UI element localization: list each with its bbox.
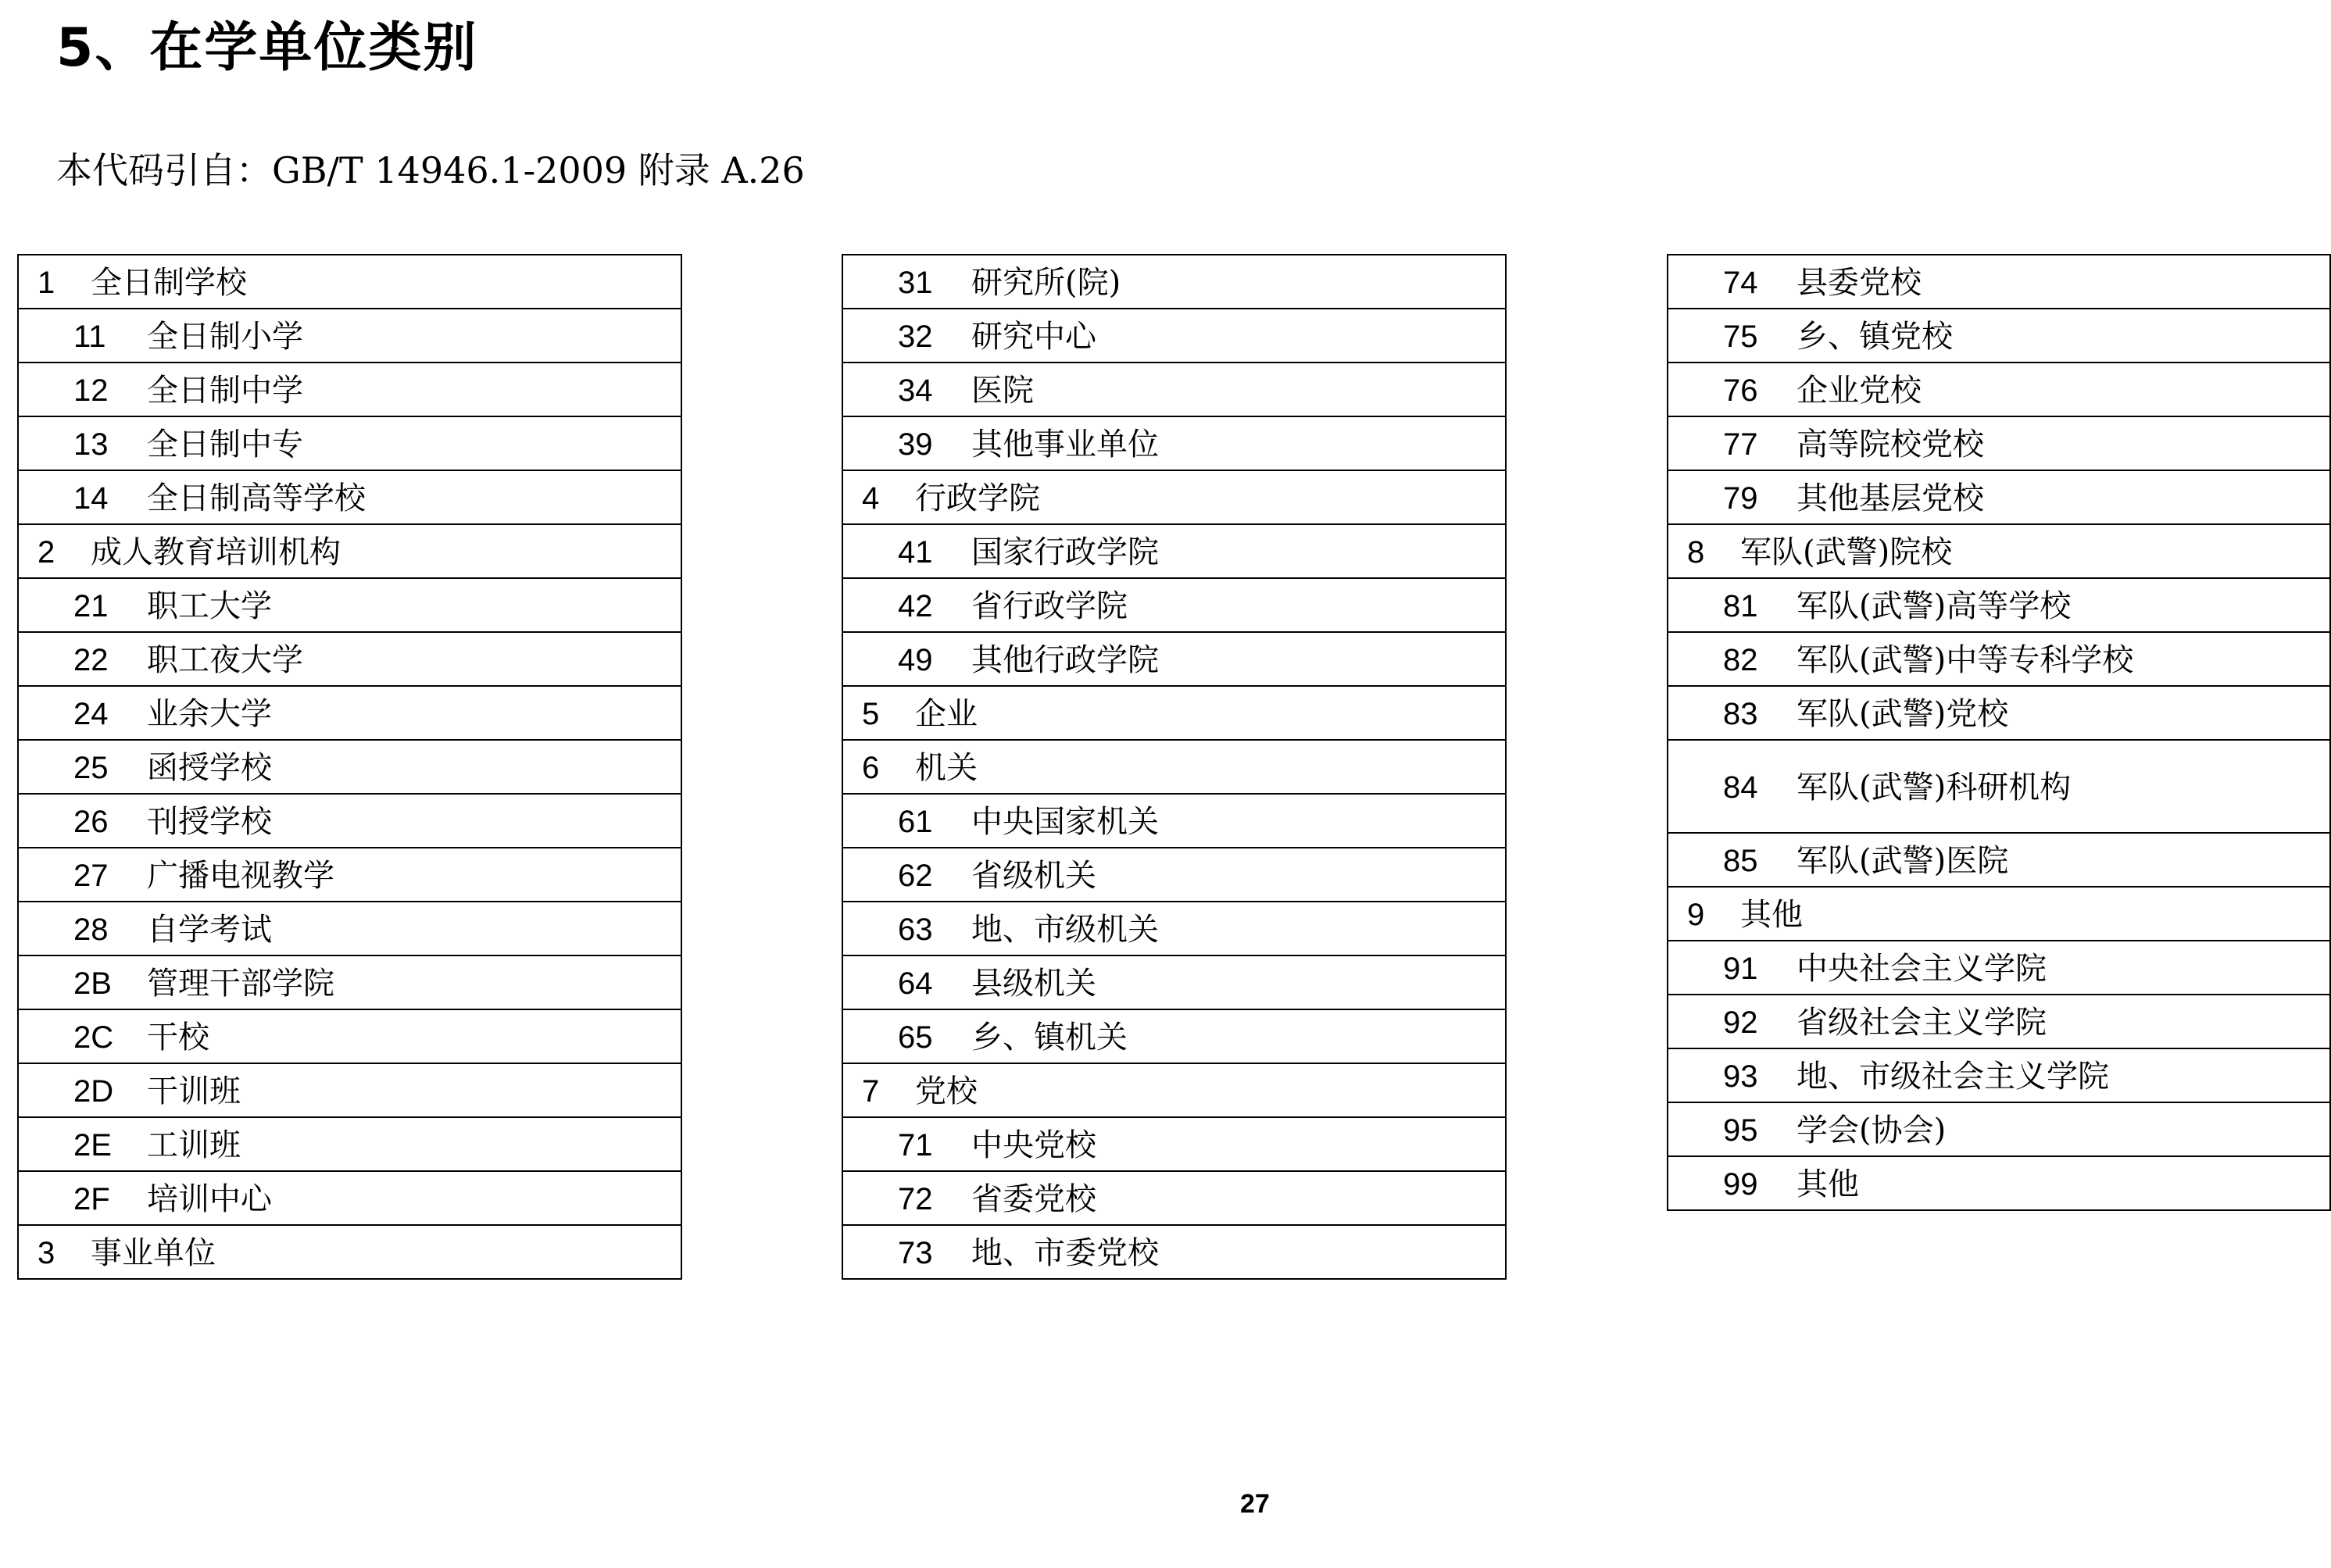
category-code: 74 (1723, 266, 1758, 300)
category-code: 61 (898, 805, 933, 839)
category-code: 32 (898, 320, 933, 354)
category-code: 95 (1723, 1113, 1758, 1148)
code-cell (842, 1225, 1506, 1279)
code-cell (842, 416, 1506, 470)
category-code: 28 (73, 913, 109, 947)
category-code: 81 (1723, 589, 1758, 623)
code-cell (842, 255, 1506, 309)
code-cell (1668, 1102, 2330, 1156)
table-row (842, 740, 1506, 794)
table-row (1668, 887, 2330, 941)
category-code: 5 (862, 697, 880, 731)
table-row (1668, 363, 2330, 416)
code-table-column-1 (17, 254, 682, 1280)
category-name: 函授学校 (147, 750, 272, 786)
code-table-column-2 (842, 254, 1507, 1280)
table-row (18, 794, 681, 848)
category-name: 全日制小学 (147, 319, 303, 355)
category-code: 27 (73, 859, 109, 893)
table-row (842, 524, 1506, 578)
category-name: 中央党校 (971, 1127, 1096, 1163)
table-row (842, 632, 1506, 686)
code-cell (1668, 1048, 2330, 1102)
table-row (1668, 416, 2330, 470)
code-cell (1668, 578, 2330, 632)
code-cell (1668, 632, 2330, 686)
category-name: 学会(协会) (1797, 1113, 1947, 1148)
category-code: 2F (73, 1182, 110, 1216)
code-cell (18, 632, 681, 686)
page-title: 5、在学单位类别 (56, 17, 478, 79)
table-row (1668, 1048, 2330, 1102)
category-code: 99 (1723, 1167, 1758, 1202)
category-name: 乡、镇党校 (1797, 319, 1953, 355)
category-code: 12 (73, 373, 109, 408)
category-code: 9 (1687, 898, 1705, 932)
category-name: 县级机关 (971, 966, 1096, 1002)
table-row (18, 363, 681, 416)
table-row (18, 1009, 681, 1063)
code-cell (18, 363, 681, 416)
page-number: 27 (1240, 1489, 1270, 1519)
category-code: 2D (73, 1074, 114, 1109)
table-row (18, 740, 681, 794)
category-name: 中央国家机关 (971, 804, 1159, 840)
category-name: 地、市级机关 (971, 912, 1159, 948)
code-cell (842, 1009, 1506, 1063)
category-name: 军队(武警)中等专科学校 (1797, 642, 2134, 678)
code-table-column-3 (1667, 254, 2331, 1211)
table-row (842, 686, 1506, 740)
category-code: 26 (73, 805, 109, 839)
category-code: 85 (1723, 844, 1758, 878)
code-cell (18, 740, 681, 794)
code-cell (842, 1117, 1506, 1171)
category-code: 22 (73, 643, 109, 677)
category-code: 76 (1723, 373, 1758, 408)
category-name: 国家行政学院 (971, 534, 1159, 570)
code-cell (1668, 740, 2330, 833)
category-code: 42 (898, 589, 933, 623)
category-code: 64 (898, 966, 933, 1001)
category-code: 71 (898, 1128, 933, 1163)
category-name: 其他 (1740, 897, 1803, 933)
code-cell (842, 470, 1506, 524)
table-row (842, 794, 1506, 848)
category-code: 13 (73, 427, 109, 462)
category-name: 其他基层党校 (1797, 480, 1984, 516)
code-cell (842, 955, 1506, 1009)
code-cell (18, 578, 681, 632)
table-row (18, 955, 681, 1009)
table-row (18, 470, 681, 524)
table-row (18, 309, 681, 363)
category-code: 25 (73, 751, 109, 785)
code-cell (1668, 995, 2330, 1048)
category-name: 乡、镇机关 (971, 1020, 1128, 1055)
code-cell (842, 632, 1506, 686)
category-code: 63 (898, 913, 933, 947)
category-code: 2C (73, 1020, 114, 1055)
code-cell (18, 848, 681, 902)
table-row (18, 632, 681, 686)
code-cell (842, 1171, 1506, 1225)
code-cell (842, 578, 1506, 632)
category-name: 省委党校 (971, 1181, 1096, 1217)
code-cell (842, 902, 1506, 955)
category-code: 92 (1723, 1005, 1758, 1040)
table-row (842, 848, 1506, 902)
category-name: 中央社会主义学院 (1797, 951, 2047, 987)
category-code: 34 (898, 373, 933, 408)
table-row (1668, 524, 2330, 578)
category-code: 4 (862, 481, 880, 516)
table-row (18, 578, 681, 632)
category-code: 8 (1687, 535, 1705, 570)
code-cell (18, 1171, 681, 1225)
category-code: 6 (862, 751, 880, 785)
code-cell (1668, 833, 2330, 887)
category-code: 73 (898, 1236, 933, 1270)
code-cell (18, 902, 681, 955)
category-name: 全日制学校 (91, 265, 247, 301)
category-code: 1 (38, 266, 55, 300)
category-name: 军队(武警)医院 (1797, 843, 2009, 879)
category-name: 职工夜大学 (147, 642, 303, 678)
category-name: 军队(武警)科研机构 (1797, 770, 2072, 805)
table-row (842, 363, 1506, 416)
category-code: 21 (73, 589, 109, 623)
table-row (18, 1225, 681, 1279)
category-name: 职工大学 (147, 588, 272, 624)
code-cell (18, 470, 681, 524)
code-cell (18, 686, 681, 740)
table-row (1668, 1102, 2330, 1156)
code-cell (842, 794, 1506, 848)
code-cell (18, 1225, 681, 1279)
category-name: 党校 (915, 1073, 978, 1109)
table-row (842, 578, 1506, 632)
table-row (18, 1117, 681, 1171)
category-name: 干训班 (147, 1073, 241, 1109)
code-cell (1668, 686, 2330, 740)
category-code: 93 (1723, 1059, 1758, 1094)
category-code: 3 (38, 1236, 55, 1270)
category-name: 工训班 (147, 1127, 241, 1163)
category-name: 军队(武警)高等学校 (1797, 588, 2072, 624)
category-code: 41 (898, 535, 933, 570)
category-code: 24 (73, 697, 109, 731)
table-row (842, 955, 1506, 1009)
code-cell (1668, 255, 2330, 309)
code-cell (1668, 1156, 2330, 1210)
category-code: 83 (1723, 697, 1758, 731)
table-row (842, 309, 1506, 363)
table-row (842, 255, 1506, 309)
table-row (1668, 255, 2330, 309)
table-row (1668, 309, 2330, 363)
code-cell (842, 686, 1506, 740)
category-code: 77 (1723, 427, 1758, 462)
table-row (842, 1063, 1506, 1117)
table-row (842, 1117, 1506, 1171)
category-name: 县委党校 (1797, 265, 1922, 301)
category-code: 11 (73, 320, 106, 354)
category-name: 培训中心 (147, 1181, 272, 1217)
code-cell (18, 955, 681, 1009)
table-row (18, 848, 681, 902)
code-cell (842, 363, 1506, 416)
category-name: 军队(武警)党校 (1797, 696, 2009, 732)
category-name: 军队(武警)院校 (1740, 534, 1953, 570)
table-row (842, 1009, 1506, 1063)
table-row (18, 1171, 681, 1225)
category-name: 广播电视教学 (147, 858, 334, 894)
category-name: 干校 (147, 1020, 209, 1055)
code-cell (18, 1117, 681, 1171)
code-cell (842, 848, 1506, 902)
code-cell (18, 416, 681, 470)
category-name: 其他行政学院 (971, 642, 1159, 678)
table-row (842, 1171, 1506, 1225)
table-row (1668, 632, 2330, 686)
category-code: 65 (898, 1020, 933, 1055)
table-row (1668, 833, 2330, 887)
code-cell (1668, 524, 2330, 578)
category-code: 31 (898, 266, 933, 300)
code-cell (1668, 941, 2330, 995)
category-code: 14 (73, 481, 109, 516)
category-name: 地、市级社会主义学院 (1797, 1059, 2109, 1095)
code-cell (1668, 363, 2330, 416)
category-code: 2B (73, 966, 112, 1001)
code-cell (18, 255, 681, 309)
category-code: 7 (862, 1074, 880, 1109)
code-cell (842, 740, 1506, 794)
category-name: 全日制高等学校 (147, 480, 366, 516)
category-code: 91 (1723, 952, 1758, 986)
category-name: 刊授学校 (147, 804, 272, 840)
table-row (842, 470, 1506, 524)
category-name: 其他 (1797, 1166, 1859, 1202)
category-code: 39 (898, 427, 933, 462)
category-name: 企业党校 (1797, 373, 1922, 409)
code-cell (842, 524, 1506, 578)
code-cell (842, 1063, 1506, 1117)
table-row (18, 524, 681, 578)
category-name: 机关 (915, 750, 978, 786)
category-name: 省级社会主义学院 (1797, 1005, 2047, 1041)
category-name: 事业单位 (91, 1235, 216, 1271)
category-name: 管理干部学院 (147, 966, 334, 1002)
code-cell (18, 524, 681, 578)
code-cell (1668, 470, 2330, 524)
category-name: 全日制中专 (147, 427, 303, 463)
category-name: 研究所(院) (971, 265, 1121, 301)
category-name: 全日制中学 (147, 373, 303, 409)
category-code: 79 (1723, 481, 1758, 516)
table-row (1668, 686, 2330, 740)
table-row (1668, 941, 2330, 995)
category-code: 75 (1723, 320, 1758, 354)
table-row (1668, 995, 2330, 1048)
table-row (18, 416, 681, 470)
code-cell (18, 1063, 681, 1117)
category-name: 高等院校党校 (1797, 427, 1984, 463)
category-code: 84 (1723, 770, 1758, 805)
table-row (1668, 578, 2330, 632)
table-row (1668, 1156, 2330, 1210)
category-name: 省行政学院 (971, 588, 1128, 624)
code-cell (842, 309, 1506, 363)
table-row (18, 255, 681, 309)
table-row (1668, 470, 2330, 524)
category-name: 自学考试 (147, 912, 272, 948)
category-code: 62 (898, 859, 933, 893)
category-code: 2 (38, 535, 55, 570)
category-name: 企业 (915, 696, 978, 732)
code-cell (18, 1009, 681, 1063)
category-name: 地、市委党校 (971, 1235, 1159, 1271)
code-cell (18, 794, 681, 848)
code-cell (18, 309, 681, 363)
category-name: 其他事业单位 (971, 427, 1159, 463)
table-row (842, 1225, 1506, 1279)
category-code: 82 (1723, 643, 1758, 677)
category-code: 2E (73, 1128, 112, 1163)
table-row (18, 686, 681, 740)
table-row (1668, 740, 2330, 833)
category-name: 行政学院 (915, 480, 1040, 516)
table-row (18, 1063, 681, 1117)
table-row (18, 902, 681, 955)
category-name: 研究中心 (971, 319, 1096, 355)
table-row (842, 416, 1506, 470)
category-name: 省级机关 (971, 858, 1096, 894)
category-code: 72 (898, 1182, 933, 1216)
category-name: 医院 (971, 373, 1034, 409)
table-row (842, 902, 1506, 955)
code-cell (1668, 416, 2330, 470)
category-name: 成人教育培训机构 (91, 534, 341, 570)
code-cell (1668, 887, 2330, 941)
category-name: 业余大学 (147, 696, 272, 732)
category-code: 49 (898, 643, 933, 677)
code-source-note: 本代码引自：GB/T 14946.1-2009 附录 A.26 (56, 149, 805, 191)
code-cell (1668, 309, 2330, 363)
